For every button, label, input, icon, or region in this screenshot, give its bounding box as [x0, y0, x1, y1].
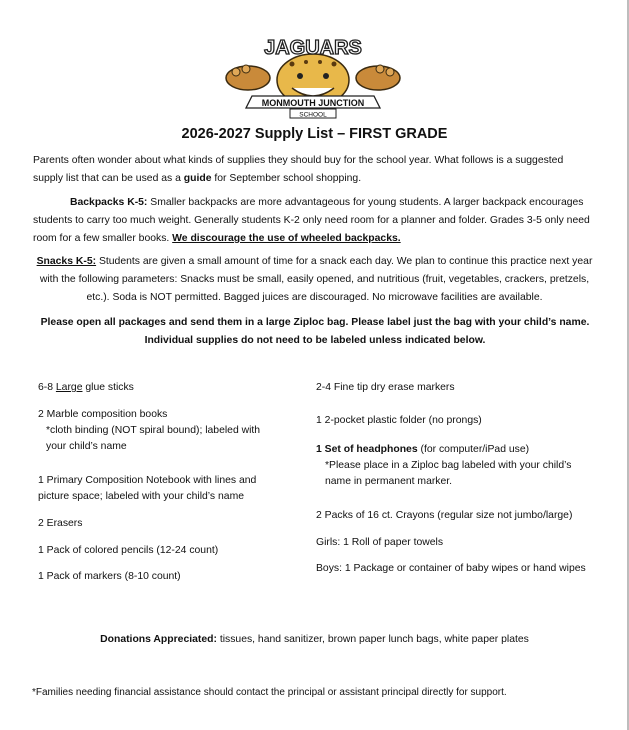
list-item-dry-erase: 2-4 Fine tip dry erase markers	[316, 382, 455, 393]
list-item-girls: Girls: 1 Roll of paper towels	[316, 537, 444, 548]
svg-text:JAGUARS: JAGUARS	[264, 37, 362, 59]
footnote: *Families needing financial assistance should contact the principal or assistant principal directly for support.	[32, 687, 507, 698]
intro-paragraph	[33, 152, 593, 188]
intro-guide-word: guide	[183, 173, 212, 184]
backpacks-paragraph	[33, 194, 593, 248]
donations-line	[0, 631, 629, 649]
backpacks-label: Backpacks K-5:	[70, 197, 148, 208]
svg-text:MONMOUTH JUNCTION: MONMOUTH JUNCTION	[261, 98, 365, 108]
donations-label: Donations Appreciated:	[100, 634, 217, 645]
jaguars-logo	[222, 34, 404, 120]
backpacks-text: Smaller backpacks are more advantageous for young students. A larger backpack encourages students to carry too much weight. Generally students K-2 only need room for a planner and folder. Grades 3-5 only need room for a few smaller books.	[33, 197, 590, 244]
snacks-label: Snacks K-5:	[36, 256, 97, 267]
list-item-crayons: 2 Packs of 16 ct. Crayons (regular size not jumbo/large)	[316, 510, 573, 521]
intro-text-end: for September school shopping.	[211, 173, 362, 184]
snacks-paragraph	[32, 253, 597, 307]
list-item-markers: 1 Pack of markers (8-10 count)	[38, 571, 181, 582]
instructions-line-2: Individual supplies do not need to be labeled unless indicated below.	[144, 335, 486, 346]
list-item-glue: 6-8 Large glue sticks	[38, 382, 134, 393]
list-item-primary-notebook: 1 Primary Composition Notebook with lines and picture space; labeled with your child’s name	[38, 475, 257, 502]
list-item-colored-pencils: 1 Pack of colored pencils (12-24 count)	[38, 545, 219, 556]
list-item-folder: 1 2-pocket plastic folder (no prongs)	[316, 415, 482, 426]
list-item-boys: Boys: 1 Package or container of baby wipes or hand wipes	[316, 563, 586, 574]
list-item-headphones: 1 Set of headphones (for computer/iPad use) *Please place in a Ziploc bag labeled with your child’s name in permanent marker.	[316, 444, 572, 487]
snacks-text: Students are given a small amount of time for a snack each day. We plan to continue this practice next year with the following parameters: Snacks must be small, easily opened, and nutritious (fruit, vegetables, crackers, pretzels, etc.). Soda is NOT permitted. Bagged juices are discouraged. No microwave facilities are available.	[39, 256, 593, 303]
list-item-marble-books: 2 Marble composition books *cloth binding (NOT spiral bound); labeled with your child’s name	[38, 409, 261, 452]
svg-text:SCHOOL: SCHOOL	[299, 111, 327, 119]
donations-text: tissues, hand sanitizer, brown paper lunch bags, white paper plates	[216, 634, 529, 645]
instructions-line-1: Please open all packages and send them in a large Ziploc bag. Please label just the bag with your child’s name.	[40, 317, 590, 328]
wheeled-backpacks-warning: We discourage the use of wheeled backpacks.	[172, 233, 401, 244]
list-item-erasers: 2 Erasers	[38, 518, 83, 529]
instructions	[30, 314, 600, 350]
page-title: 2026-2027 Supply List – FIRST GRADE	[181, 126, 448, 142]
intro-text: Parents often wonder about what kinds of supplies they should buy for the school year. What follows is a suggested supply list that can be used as a	[33, 155, 564, 184]
